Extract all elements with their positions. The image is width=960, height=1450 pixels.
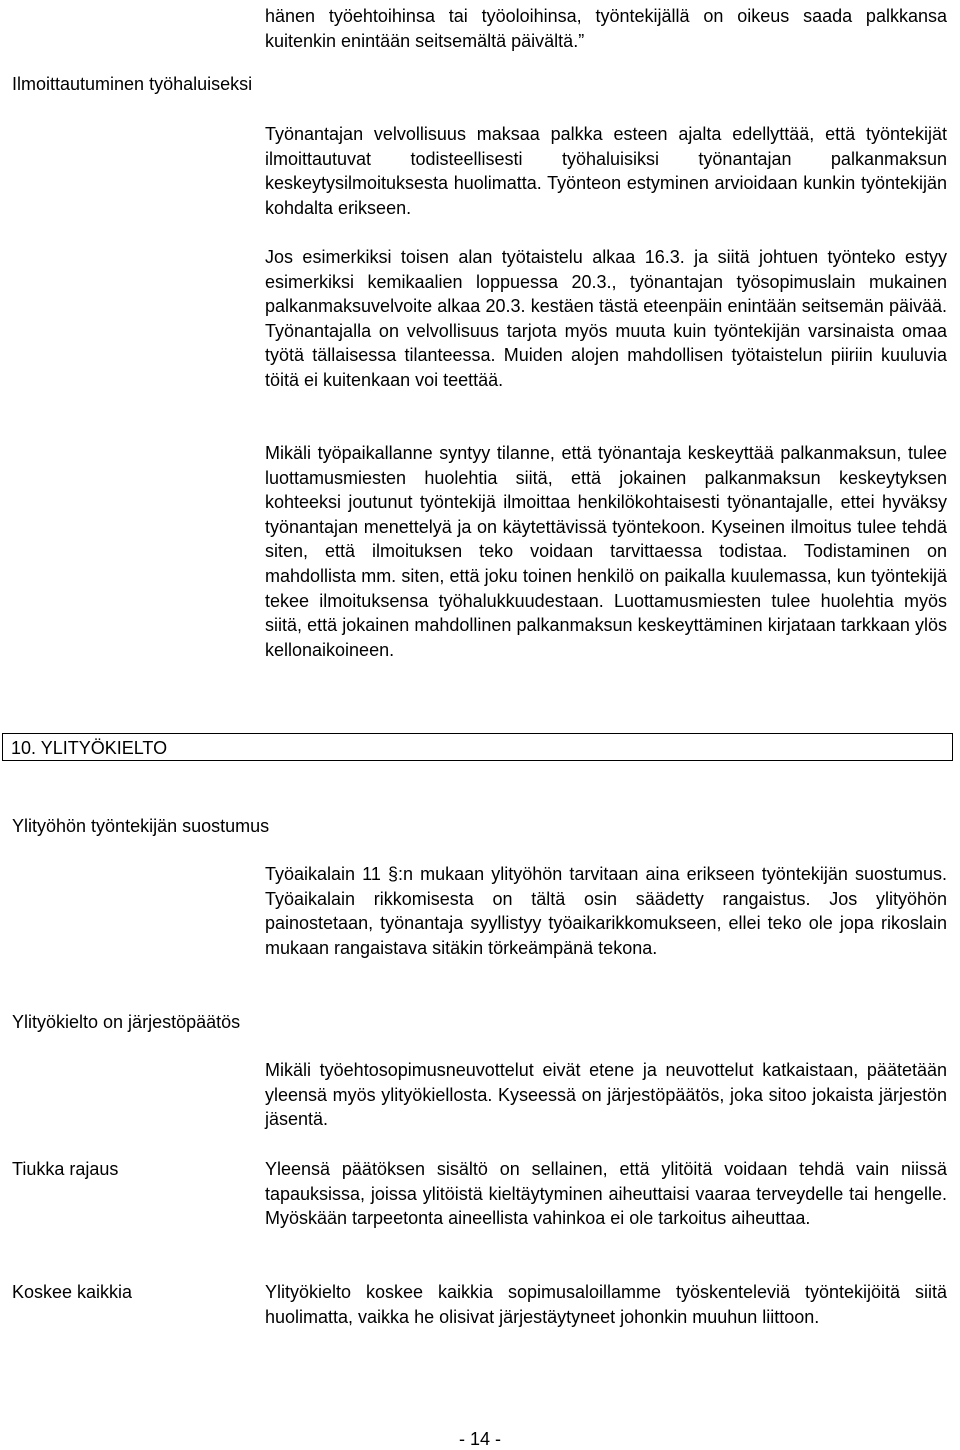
paragraph-luottamusmiesten-tehtava: Mikäli työpaikallanne syntyy tilanne, että työnantaja keskeyttää palkanmaksun, tulee luottamusmiesten huolehtia siitä, että jokainen palkanmaksun keskeytyksen kohteeksi joutunut työntekijä ilmoittaa henkilökohtaisesti työnantajalle, ettei hyväksy työnantajan menettelyä ja on käytettävissä työntekoon. Kyseinen ilmoitus tulee tehdä siten, että ilmoituksen teko voidaan tarvittaessa todistaa. Todistaminen on mahdollista mm. siten, että joku toinen henkilö on paikalla kuulemassa, kun työntekijä tekee ilmoituksensa työhalukkuudestaan. Luottamusmiesten tulee huolehtia myös siitä, että jokainen mahdollinen palkanmaksun keskeyttäminen kirjataan tarkkaan ylös kellonaikoineen.	[265, 443, 947, 660]
side-label-ilmoittautuminen: Ilmoittautuminen työhaluiseksi	[12, 74, 253, 94]
paragraph-koskee-kaikkia: Ylityökielto koskee kaikkia sopimusaloillamme työskenteleviä työntekijöitä siitä huolimatta, vaikka he olisivat järjestäytyneet johonkin muuhun liittoon.	[265, 1282, 947, 1327]
side-label-koskee-kaikkia: Koskee kaikkia	[12, 1282, 133, 1302]
paragraph-velvollisuus-maksaa-palkka: Työnantajan velvollisuus maksaa palkka esteen ajalta edellyttää, että työntekijät ilmoittautuvat todisteellisesti työhaluisiksi työnantajan palkanmaksun keskeytysilmoituksesta huolimatta. Työnteon estyminen arvioidaan kunkin työntekijän kohdalta erikseen.	[265, 124, 947, 218]
paragraph-esimerkki-tyotaistelu: Jos esimerkiksi toisen alan työtaistelu alkaa 16.3. ja siitä johtuen työnteko estyy esimerkiksi kemikaalien loppuessa 20.3., työnantajan työsopimuslain mukainen palkanmaksuvelvoite alkaa 20.3. kestäen tästä eteenpäin enintään seitsemän päivää. Työnantajalla on velvollisuus tarjota myös muuta kuin työntekijän varsinaista omaa työtä tällaisessa tilanteessa. Muiden alojen mahdollisen työtaistelun piiriin kuuluvia töitä ei kuitenkaan voi teettää.	[265, 247, 947, 390]
paragraph-tyoehtosopimusneuvottelut: Mikäli työehtosopimusneuvottelut eivät etene ja neuvottelut katkaistaan, päätetään yleensä myös ylityökiellosta. Kyseessä on järjestöpäätös, joka sitoo jokaista järjestön jäsentä.	[265, 1060, 947, 1130]
section-heading-ylityokielto: 10. YLITYÖKIELTO	[2, 733, 953, 761]
page-number: - 14 -	[458, 1429, 501, 1449]
side-label-suostumus: Ylityöhön työntekijän suostumus	[12, 816, 270, 836]
paragraph-palkka-seitseman-paivaa: hänen työehtoihinsa tai työoloihinsa, työntekijällä on oikeus saada palkkansa kuitenkin enintään seitsemältä päivältä.”	[265, 6, 947, 51]
side-label-tiukka-rajaus: Tiukka rajaus	[12, 1159, 119, 1179]
paragraph-paatoksen-sisalto: Yleensä päätöksen sisältö on sellainen, että ylitöitä voidaan tehdä vain niissä tapauksissa, joissa ylitöistä kieltäytyminen aiheuttaisi vaaraa terveydelle tai hengelle. Myöskään tarpeetonta aineellista vahinkoa ei ole tarkoitus aiheuttaa.	[265, 1159, 947, 1229]
paragraph-tyoaikalaki: Työaikalain 11 §:n mukaan ylityöhön tarvitaan aina erikseen työntekijän suostumus. Työaikalain rikkomisesta on tältä osin säädetty rangaistus. Jos ylityöhön painostetaan, työnantaja syyllistyy työaikarikkomukseen, ellei teko ole jopa rikoslain mukaan rangaistava sitäkin törkeämpänä tekona.	[265, 864, 947, 958]
side-label-jarjestopaatos: Ylityökielto on järjestöpäätös	[12, 1012, 241, 1032]
